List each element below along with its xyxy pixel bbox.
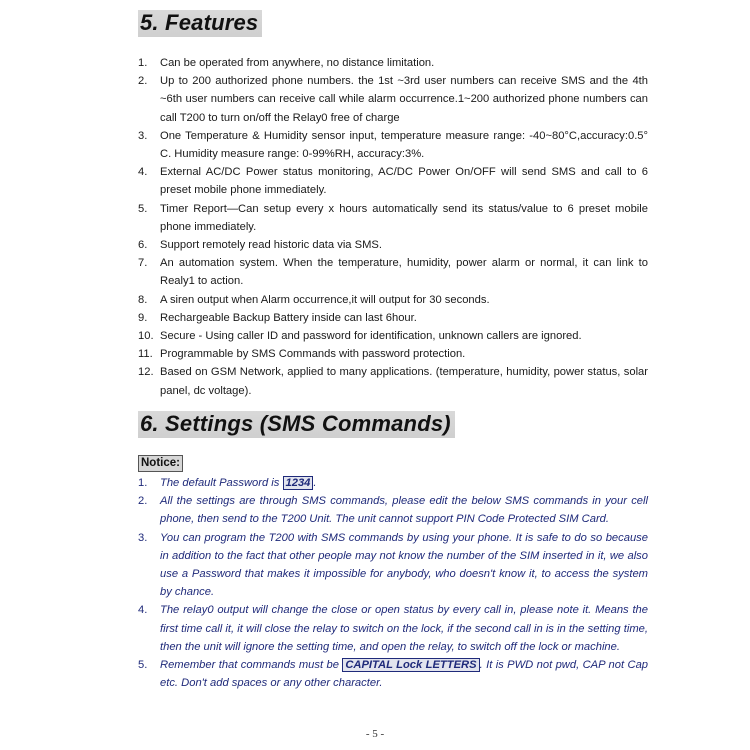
item-number: 2.	[138, 75, 148, 88]
list-item	[138, 291, 648, 309]
list-item	[138, 163, 648, 199]
item-text: You can program the T200 with SMS commands by using your phone. It is safe to do so because in addition to the fact that other people may not know the number of the SIM inserted in it, we also use a Password that makes it impossible for anybody, who doesn't know it, to access the system by chance.	[160, 531, 648, 599]
list-item	[138, 529, 648, 602]
item-number: 11.	[138, 348, 153, 361]
item-text: Up to 200 authorized phone numbers. the 1st ~3rd user numbers can receive SMS and the 4th ~6th user numbers can receive call while alarm occurrence.1~200 authorized phone numbers can call T200 to turn on/off the Relay0 free of charge	[160, 75, 648, 124]
item-number: 8.	[138, 293, 148, 306]
list-item	[138, 601, 648, 656]
list-item	[138, 127, 648, 163]
item-number: 5.	[138, 202, 148, 215]
item-number: 5.	[138, 659, 148, 672]
item-text-after: .	[313, 477, 317, 489]
item-text: External AC/DC Power status monitoring, AC/DC Power On/OFF will send SMS and call to 6 preset mobile phone immediately.	[160, 166, 648, 197]
list-item	[138, 656, 648, 692]
item-text: Remember that commands must be	[160, 659, 343, 672]
section-5-heading: 5. Features	[138, 10, 262, 37]
item-number: 2.	[138, 495, 148, 508]
item-text: Based on GSM Network, applied to many applications. (temperature, humidity, power status, solar panel, dc voltage).	[160, 366, 648, 397]
list-item	[138, 474, 648, 492]
item-number: 4.	[138, 604, 148, 617]
item-number: 3.	[138, 129, 148, 142]
list-item	[138, 327, 648, 345]
notice-list	[138, 474, 648, 692]
list-item	[138, 309, 648, 327]
item-number: 3.	[138, 531, 148, 544]
item-number: 1.	[138, 57, 148, 69]
item-text: Programmable by SMS Commands with password protection.	[160, 348, 466, 361]
list-item	[138, 254, 648, 290]
notice-label: Notice:	[138, 455, 183, 472]
item-text: The relay0 output will change the close or open status by every call in, please note it. Means the first time call it, it will close the relay to switch on the lock, if the second call in is in the setting time, then the unit will ignore the setting time, and open the relay, to switch off the lock or machine.	[160, 604, 648, 653]
item-text: All the settings are through SMS commands, please edit the below SMS commands in your cell phone, then send to the T200 Unit. The unit cannot support PIN Code Protected SIM Card.	[160, 495, 648, 526]
section-6-heading: 6. Settings (SMS Commands)	[138, 411, 455, 438]
item-text: Secure - Using caller ID and password for identification, unknown callers are ignored.	[160, 330, 582, 343]
item-text: Rechargeable Backup Battery inside can last 6hour.	[160, 311, 417, 324]
item-text: A siren output when Alarm occurrence,it will output for 30 seconds.	[160, 293, 490, 306]
default-password-highlight: 1234	[283, 476, 314, 490]
item-number: 9.	[138, 311, 148, 324]
list-item	[138, 363, 648, 399]
list-item	[138, 54, 648, 72]
page-number: - 5 -	[365, 728, 385, 740]
item-number: 12.	[138, 366, 154, 379]
item-number: 4.	[138, 166, 148, 179]
list-item	[138, 345, 648, 363]
item-number: 6.	[138, 239, 148, 252]
item-text-after: . It is PWD not pwd, CAP not Cap etc. Don't add spaces or any other character.	[160, 659, 649, 690]
list-item	[138, 492, 648, 528]
item-number: 10.	[138, 330, 154, 343]
item-text: Support remotely read historic data via SMS.	[160, 239, 382, 252]
item-text: One Temperature & Humidity sensor input, temperature measure range: -40~80°C,accuracy:0.5° C. Humidity measure range: 0-99%RH, accuracy:3%.	[160, 129, 648, 161]
item-text: The default Password is	[160, 477, 283, 489]
list-item	[138, 200, 648, 236]
list-item	[138, 72, 648, 127]
item-text: Can be operated from anywhere, no distance limitation.	[160, 57, 435, 69]
item-text: Timer Report—Can setup every x hours automatically send its status/value to 6 preset mobile phone immediately.	[160, 202, 648, 233]
item-number: 1.	[138, 477, 148, 489]
features-list	[138, 54, 648, 400]
capital-letters-highlight: CAPITAL Lock LETTERS	[342, 658, 479, 672]
item-text: An automation system. When the temperature, humidity, power alarm or normal, it can link to Realy1 to action.	[160, 257, 648, 288]
item-number: 7.	[138, 257, 148, 270]
list-item	[138, 236, 648, 254]
